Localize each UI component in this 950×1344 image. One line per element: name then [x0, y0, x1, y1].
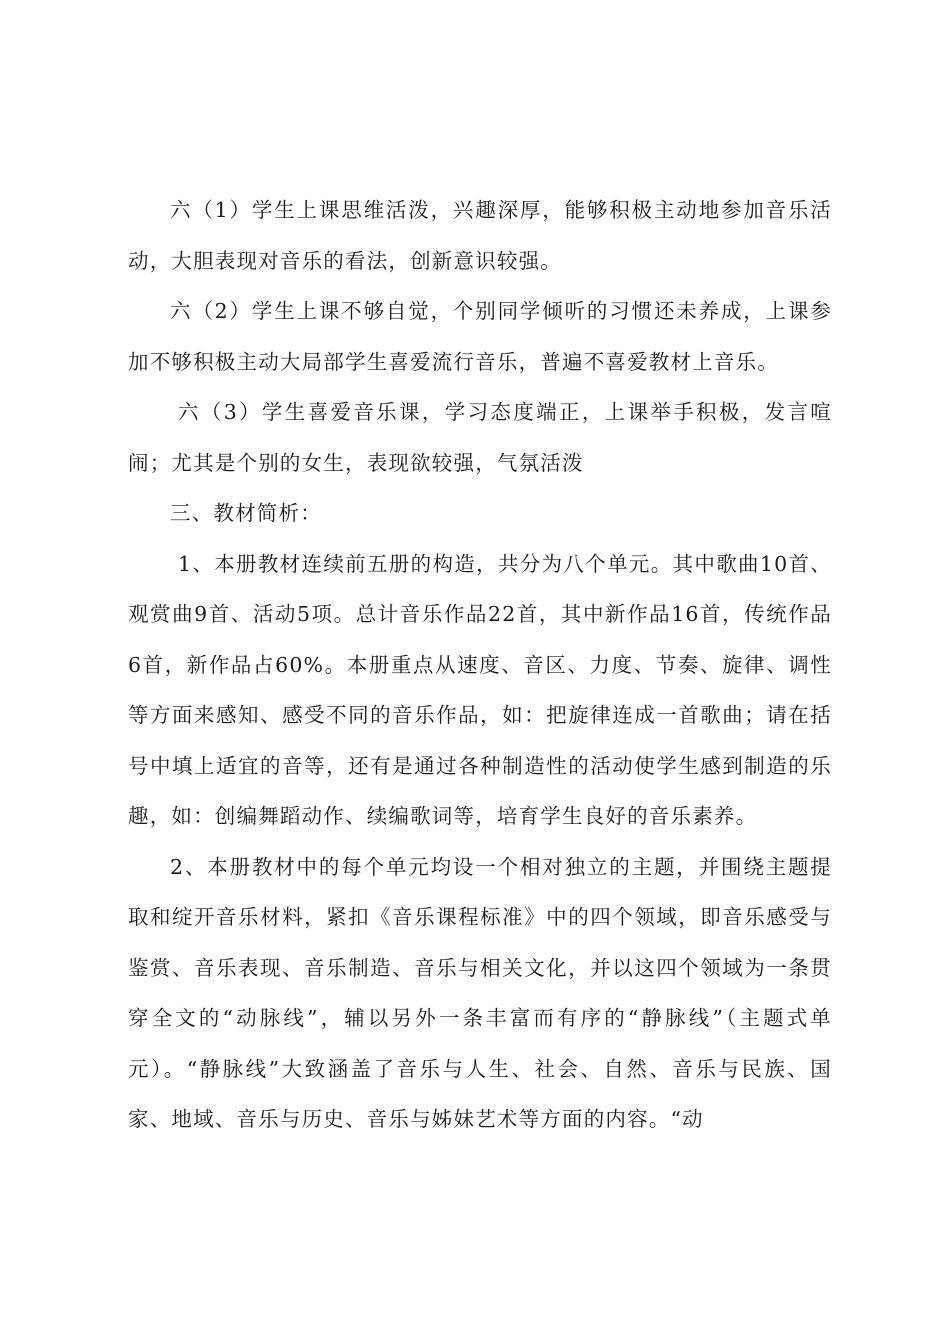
- paragraph-textbook-point-1: 1、本册教材连续前五册的构造，共分为八个单元。其中歌曲10首、观赏曲9首、活动5项。总计音乐作品22首，其中新作品16首，传统作品6首，新作品占60%。本册重点从速度、音区、力度、节奏、旋律、调性等方面来感知、感受不同的音乐作品，如：把旋律连成一首歌曲；请在括号中填上适宜的音等，还有是通过各种制造性的活动使学生感到制造的乐趣，如：创编舞蹈动作、续编歌词等，培育学生良好的音乐素养。: [128, 551, 832, 828]
- document-body: [128, 185, 832, 1145]
- paragraph-class-6-2: 六（2）学生上课不够自觉，个别同学倾听的习惯还未养成，上课参加不够积极主动大局部学生喜爱流行音乐，普遍不喜爱教材上音乐。: [128, 299, 832, 374]
- paragraph-class-6-3: 六（3）学生喜爱音乐课，学习态度端正，上课举手积极，发言喧闹；尤其是个别的女生，表现欲较强，气氛活泼: [128, 400, 832, 475]
- section-heading-textbook-analysis: 三、教材简析：: [170, 501, 322, 525]
- paragraph-class-6-1: 六（1）学生上课思维活泼，兴趣深厚，能够积极主动地参加音乐活动，大胆表现对音乐的看法，创新意识较强。: [128, 198, 832, 273]
- paragraph-textbook-point-2: 2、本册教材中的每个单元均设一个相对独立的主题，并围绕主题提取和绽开音乐材料，紧扣《音乐课程标准》中的四个领域，即音乐感受与鉴赏、音乐表现、音乐制造、音乐与相关文化，并以这四个领域为一条贯穿全文的“动脉线”，辅以另外一条丰富而有序的“静脉线”（主题式单元）。“静脉线”大致涵盖了音乐与人生、社会、自然、音乐与民族、国家、地域、音乐与历史、音乐与姊妹艺术等方面的内容。“动: [128, 854, 832, 1131]
